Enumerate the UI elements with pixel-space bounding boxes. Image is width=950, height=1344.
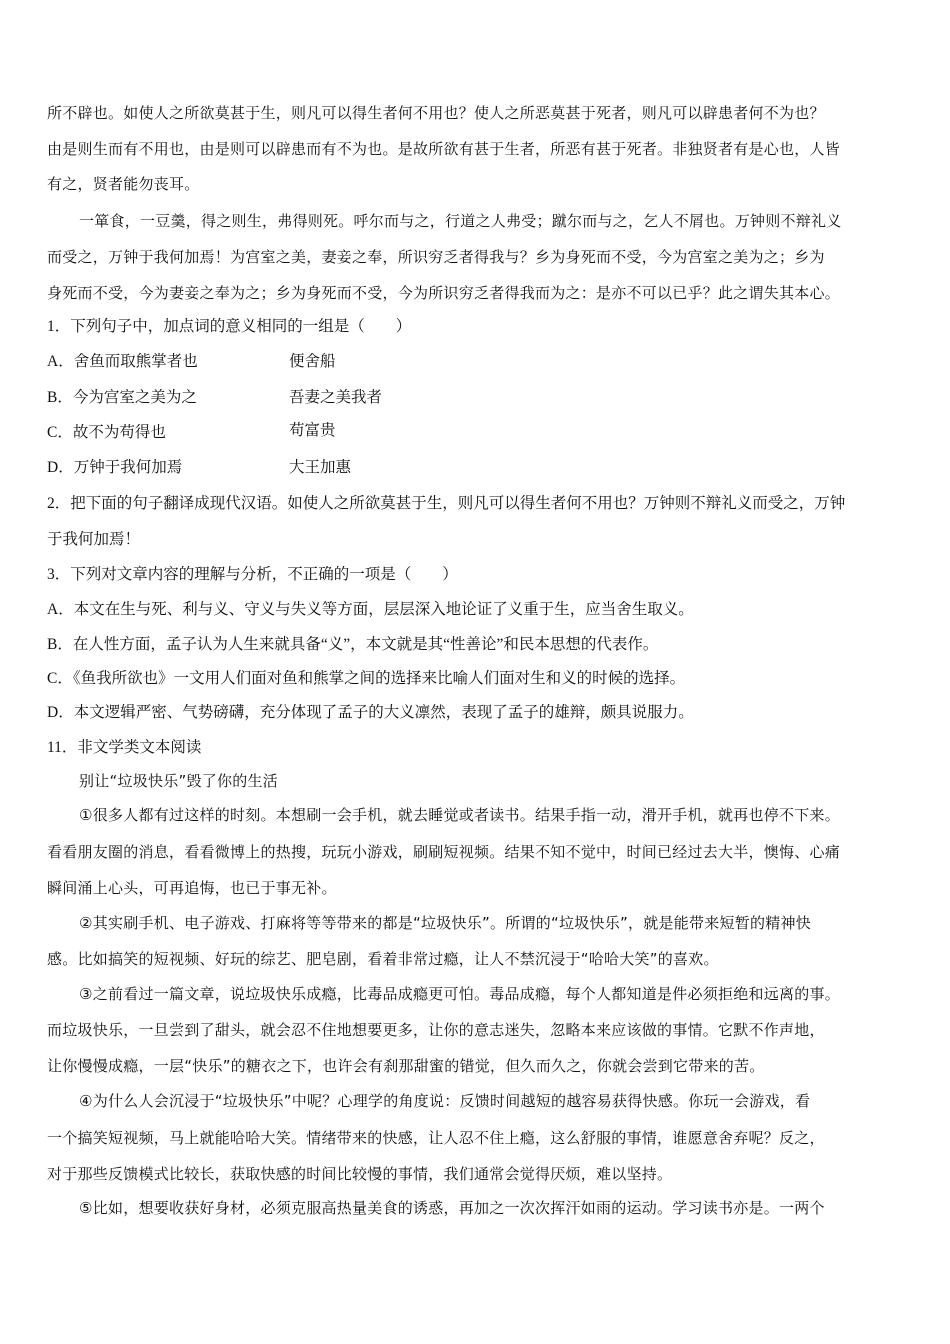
option-compare-text: 吾妻之美我者 [289, 389, 383, 406]
passage-line: 身死而不受，今为妻妾之奉为之；乡为身死而不受，今为所识穷乏者得我而为之：是亦不可以已乎？此之谓失其本心。 [47, 284, 841, 302]
option-text: A．舍鱼而取熊掌者也 [47, 353, 198, 370]
article-line: ②其实刷手机、电子游戏、打麻将等等带来的都是“垃圾快乐”。所谓的“垃圾快乐”，就是能带来短暂的精神快 [79, 914, 812, 932]
option-text: B．今为宫室之美为之 [47, 389, 197, 406]
question-1-option-a [47, 352, 336, 372]
question-2-line: 于我何加焉！ [47, 531, 141, 548]
article-title: 别让“垃圾快乐”毁了你的生活 [79, 772, 279, 790]
question-1-option-b [47, 388, 383, 408]
question-2-line: 2．把下面的句子翻译成现代汉语。如使人之所欲莫甚于生，则凡可以得生者何不用也？万钟则不辩礼义而受之，万钟 [47, 495, 846, 512]
article-line: 而垃圾快乐，一旦尝到了甜头，就会忍不住地想要更多，让你的意志迷失，忽略本来应该做的事情。它默不作声地， [47, 1021, 825, 1039]
passage-line: 而受之，万钟于我何加焉！为宫室之美，妻妾之奉，所识穷乏者得我与？乡为身死而不受，今为宫室之美为之；乡为 [47, 248, 825, 266]
passage-line: 一箪食，一豆羹，得之则生，弗得则死。呼尔而与之，行道之人弗受；蹴尔而与之，乞人不屑也。万钟则不辩礼义 [79, 212, 842, 230]
section-heading: 11．非文学类文本阅读 [47, 739, 202, 756]
passage-line: 所不辟也。如使人之所欲莫甚于生，则凡可以得生者何不用也？使人之所恶莫甚于死者，则凡可以辟患者何不为也？ [47, 104, 825, 122]
question-1-stem: 1．下列句子中，加点词的意义相同的一组是（ ） [47, 318, 412, 335]
article-line: ④为什么人会沉浸于“垃圾快乐”中呢？心理学的角度说：反馈时间越短的越容易获得快感。你玩一会游戏，看 [79, 1092, 811, 1110]
question-3-option-b: B．在人性方面，孟子认为人生来就具备“义”，本文就是其“性善论”和民本思想的代表作。 [47, 636, 659, 653]
question-3-option-d: D．本文逻辑严密、气势磅礴，充分体现了孟子的大义凛然，表现了孟子的雄辩，颇具说服力。 [47, 704, 694, 721]
option-compare-text: 苟富贵 [289, 422, 336, 439]
article-line: 让你慢慢成瘾，一层“快乐”的糖衣之下，也许会有刹那甜蜜的错觉，但久而久之，你就会尝到它带来的苦。 [47, 1057, 765, 1075]
article-line: 瞬间涌上心头，可再追悔，也已于事无补。 [47, 879, 337, 897]
article-line: 看看朋友圈的消息，看看微博上的热搜，玩玩小游戏，刷刷短视频。结果不知不觉中，时间已经过去大半，懊悔、心痛 [47, 843, 841, 861]
article-line: ⑤比如，想要收获好身材，必须克服高热量美食的诱惑，再加之一次次挥汗如雨的运动。学习读书亦是。一两个 [79, 1199, 825, 1217]
option-compare-text: 便舍船 [289, 353, 336, 370]
question-1-option-c [47, 422, 336, 443]
option-text: C．故不为苟得也 [47, 424, 166, 441]
question-3-option-a: A．本文在生与死、利与义、守义与失义等方面，层层深入地论证了义重于生，应当舍生取义。 [47, 601, 694, 618]
article-line: ①很多人都有过这样的时刻。本想刷一会手机，就去睡觉或者读书。结果手指一动，滑开手机，就再也停不下来。 [79, 806, 840, 824]
passage-line: 由是则生而有不用也，由是则可以辟患而有不为也。是故所欲有甚于生者，所恶有甚于死者。非独贤者有是心也，人皆 [47, 140, 841, 158]
option-text: D．万钟于我何加焉 [47, 459, 183, 476]
question-1-option-d [47, 458, 352, 478]
question-3-option-c: C．《鱼我所欲也》一文用人们面对鱼和熊掌之间的选择来比喻人们面对生和义的时候的选择。 [47, 670, 686, 687]
option-compare-text: 大王加惠 [289, 459, 352, 476]
article-line: ③之前看过一篇文章，说垃圾快乐成瘾，比毒品成瘾更可怕。毒品成瘾，每个人都知道是件必须拒绝和远离的事。 [79, 985, 840, 1003]
article-line: 对于那些反馈模式比较长，获取快感的时间比较慢的事情，我们通常会觉得厌烦，难以坚持。 [47, 1165, 673, 1183]
article-line: 感。比如搞笑的短视频、好玩的综艺、肥皂剧，看着非常过瘾，让人不禁沉浸于“哈哈大笑”的喜欢。 [47, 950, 719, 968]
question-3-stem: 3．下列对文章内容的理解与分析，不正确的一项是（ ） [47, 566, 458, 583]
passage-line: 有之，贤者能勿丧耳。 [47, 175, 200, 193]
article-line: 一个搞笑短视频，马上就能哈哈大笑。情绪带来的快感，让人忍不住上瘾，这么舒服的事情，谁愿意舍弃呢？反之， [47, 1129, 825, 1147]
